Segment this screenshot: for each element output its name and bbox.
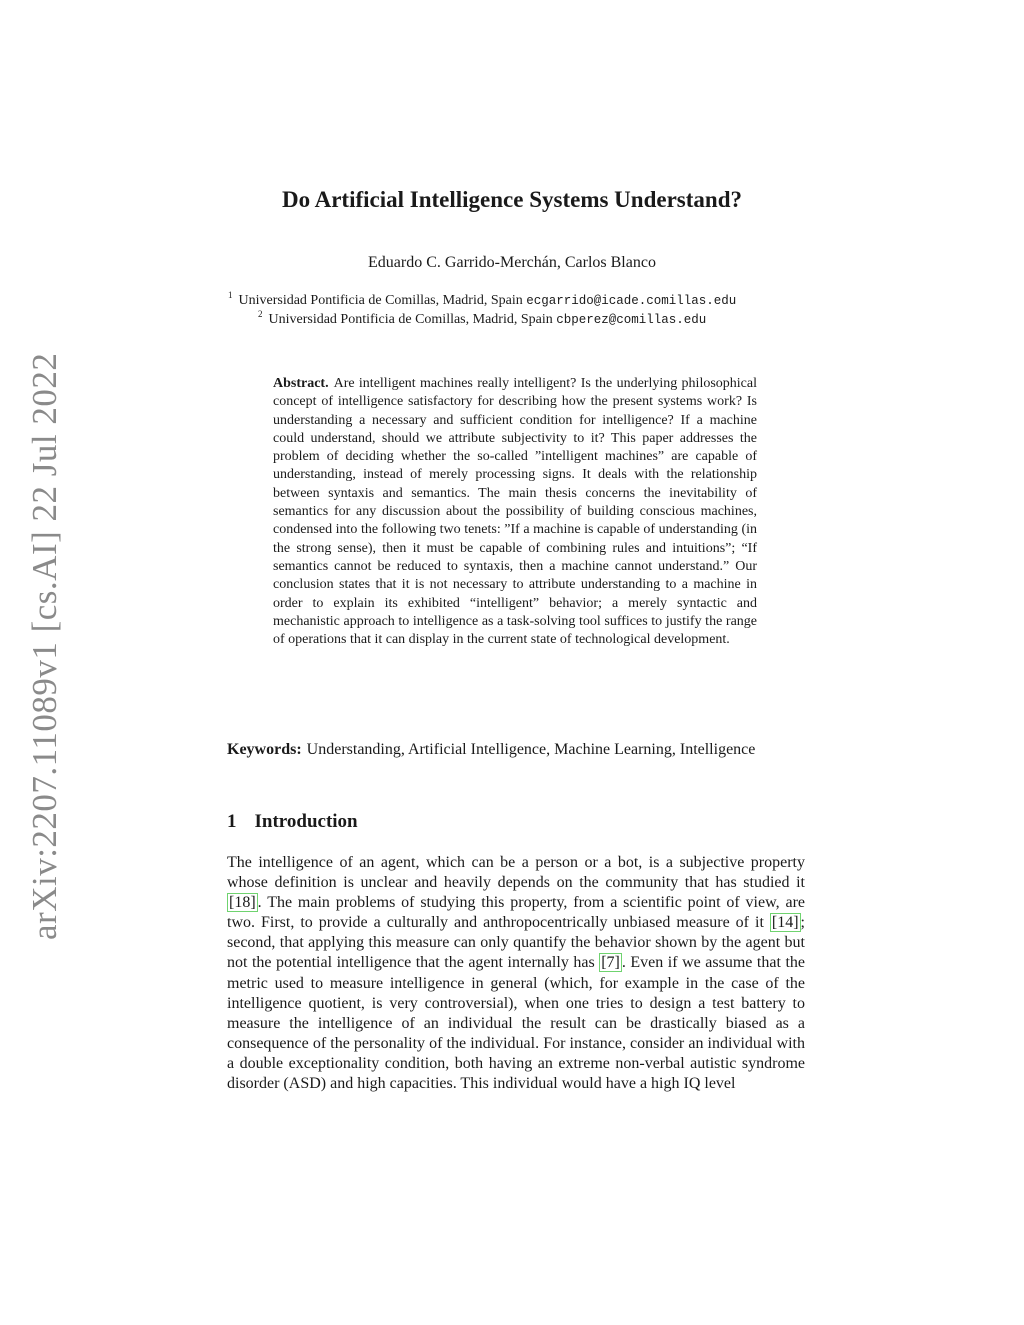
intro-text-1: The intelligence of an agent, which can be a person or a bot, is a subjective property whose definition is unclear and heavily depends on the community that has studied it bbox=[227, 854, 805, 892]
affiliation-2 bbox=[258, 309, 706, 328]
arxiv-identifier-stamp: arXiv:2207.11089v1 [cs.AI] 22 Jul 2022 bbox=[25, 352, 64, 940]
paper-authors: Eduardo C. Garrido-Merchán, Carlos Blanco bbox=[368, 254, 656, 271]
keywords-label: Keywords: bbox=[227, 741, 302, 758]
section-title: Introduction bbox=[254, 811, 358, 832]
intro-text-3: ; second, that applying this measure can only quantify the behavior shown by the agent but not the potential intelligence that the agent internally has bbox=[227, 914, 805, 972]
affiliation-1 bbox=[228, 290, 736, 309]
abstract-label: Abstract. bbox=[273, 376, 329, 391]
keywords-text: Understanding, Artificial Intelligence, Machine Learning, Intelligence bbox=[306, 741, 756, 758]
paper-title: Do Artificial Intelligence Systems Understand? bbox=[282, 187, 742, 212]
citation-link-18[interactable]: [18] bbox=[229, 894, 256, 912]
introduction-paragraph bbox=[227, 853, 805, 1094]
keywords bbox=[227, 740, 805, 761]
affiliation-text-1: Universidad Pontificia de Comillas, Madrid, Spain bbox=[238, 293, 523, 308]
intro-text-4: . Even if we assume that the metric used to measure intelligence in general (which, for example in the case of the intelligence quotient, is very controversial), when one tries to design a test battery to measure the intelligence of an individual the result can be drastically biased as a consequence of the personality of the individual. For instance, consider an individual with a double exceptionality condition, both having an extreme non-verbal autistic syndrome disorder (ASD) and high capacities. This individual would have a high IQ level bbox=[227, 954, 806, 1093]
affiliation-mark-2: 2 bbox=[258, 309, 263, 319]
affiliation-text-2: Universidad Pontificia de Comillas, Madrid, Spain bbox=[268, 312, 553, 327]
abstract-text: Are intelligent machines really intelligent? Is the underlying philosophical concept of intelligence satisfactory for describing how the present systems work? Is understanding a necessary and sufficient condition for intelligence? If a machine could understand, should we attribute subjectivity to it? This paper addresses the problem of deciding whether the so-called ”intelligent machines” are capable of understanding, instead of merely processing signs. It deals with the relationship between syntaxis and semantics. The main thesis concerns the inevitability of semantics for any discussion about the possibility of building conscious machines, condensed into the following two tenets: ”If a machine is capable of understanding (in the strong sense), then it must be capable of combining rules and intuitions”; “If semantics cannot be reduced to syntaxis, then a machine cannot understand.” Our conclusion states that it is not necessary to attribute understanding to a machine in order to explain its exhibited “intelligent” behavior; a merely syntactic and mechanistic approach to intelligence as a task-solving tool suffices to justify the range of operations that it can display in the current state of technological development. bbox=[273, 376, 757, 648]
abstract bbox=[273, 375, 757, 649]
section-heading-introduction bbox=[227, 811, 358, 833]
intro-text-2: . The main problems of studying this property, from a scientific point of view, are two. First, to provide a culturally and anthropocentrically unbiased measure of it bbox=[227, 894, 805, 932]
citation-link-14[interactable]: [14] bbox=[771, 914, 799, 932]
affiliation-mark-1: 1 bbox=[228, 290, 233, 300]
section-number: 1 bbox=[227, 811, 237, 832]
affiliation-email-1[interactable]: ecgarrido@icade.comillas.edu bbox=[526, 294, 737, 308]
citation-link-7[interactable]: [7] bbox=[601, 954, 620, 972]
affiliation-email-2[interactable]: cbperez@comillas.edu bbox=[556, 313, 707, 327]
